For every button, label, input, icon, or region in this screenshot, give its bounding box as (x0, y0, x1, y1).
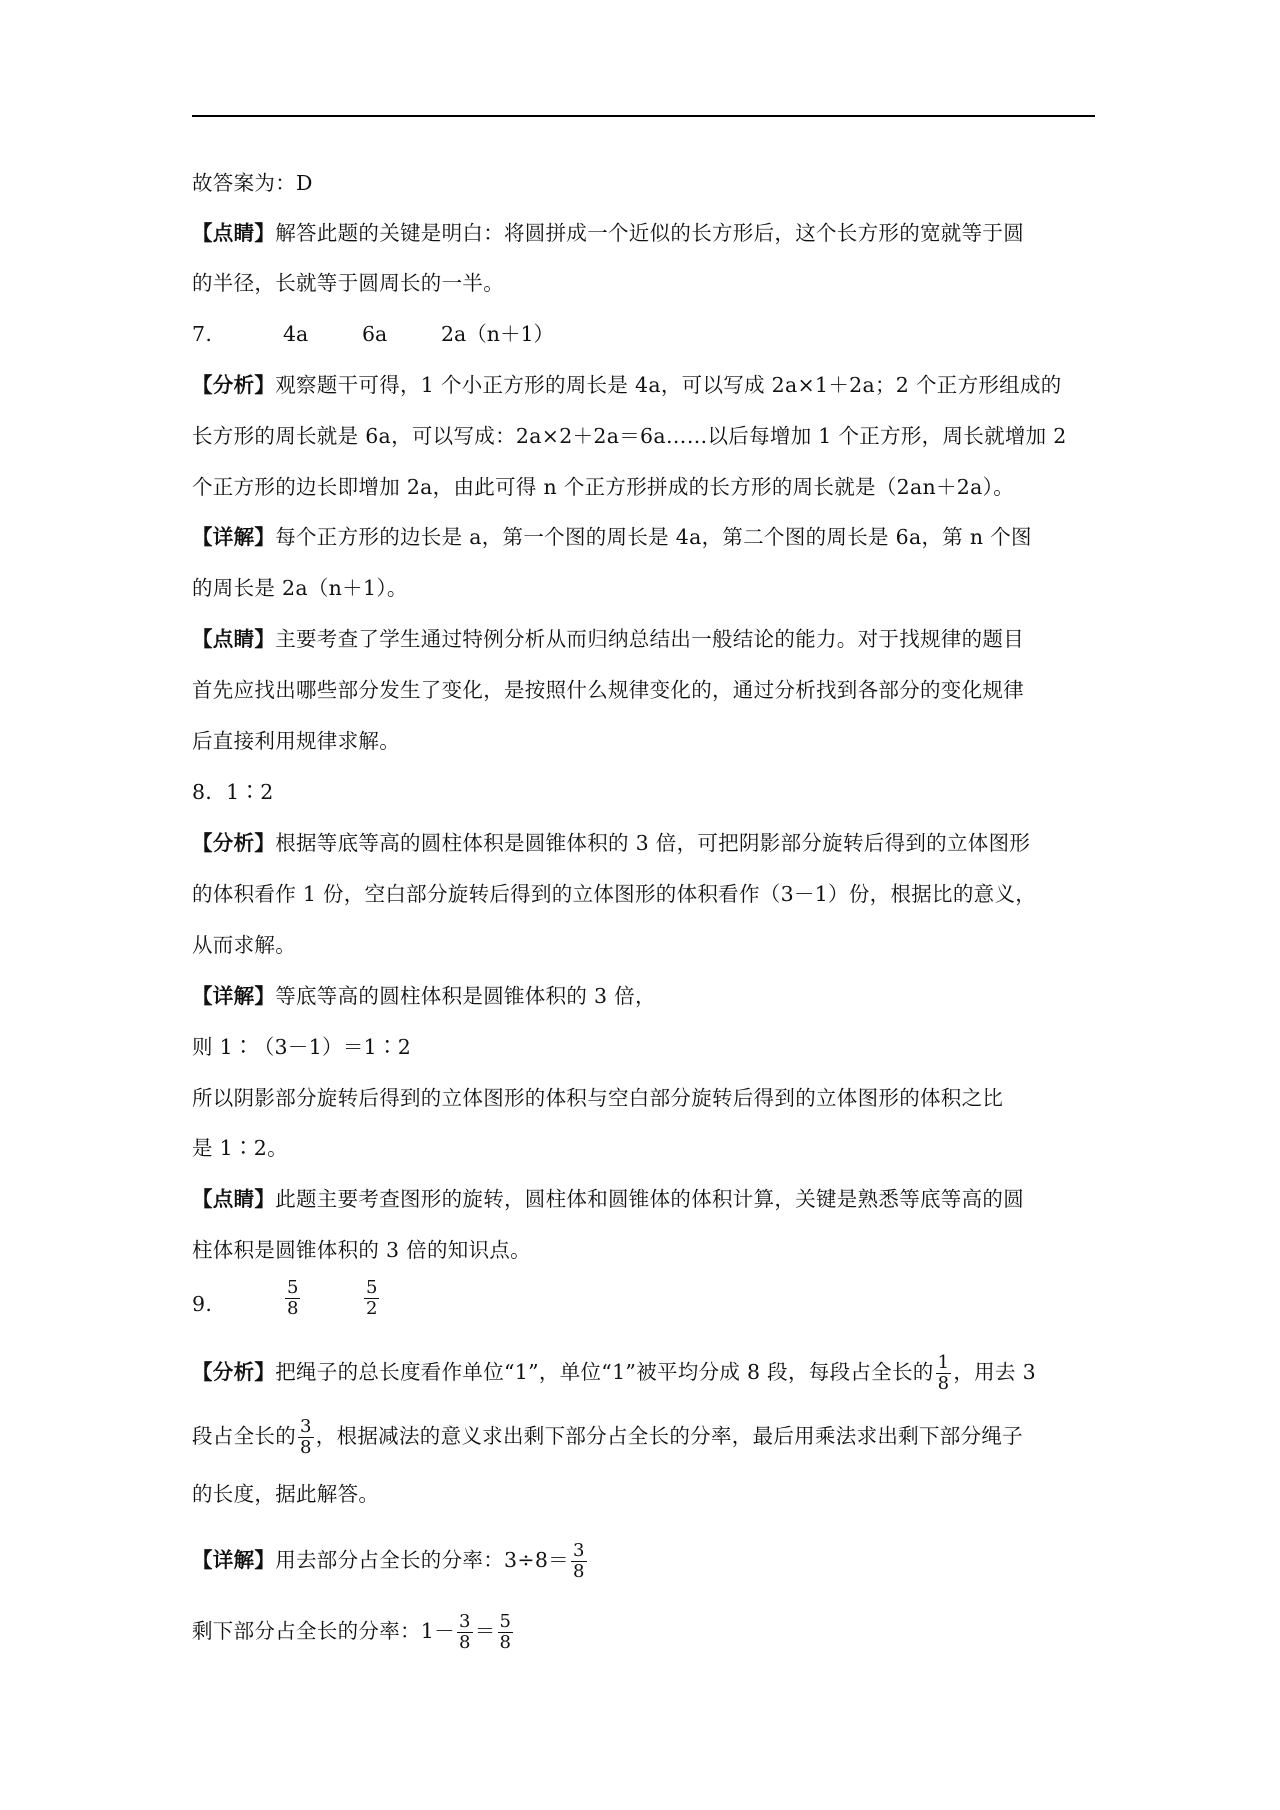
fraction (364, 1278, 379, 1319)
denominator: 8 (937, 1373, 950, 1394)
q8-xiangjie-line-3: 所以阴影部分旋转后得到的立体图形的体积与空白部分旋转后得到的立体图形的体积之比 (192, 1086, 1004, 1110)
q8-xiangjie-line-4: 是 1∶2。 (192, 1136, 288, 1160)
numerator: 3 (300, 1416, 312, 1437)
numerator: 3 (458, 1611, 471, 1632)
q7-xiangjie-line-1 (192, 524, 1032, 550)
text: 根据等底等高的圆柱体积是圆锥体积的 3 倍，可把阴影部分旋转后得到的立体图形 (275, 831, 1031, 855)
text: 主要考查了学生通过特例分析从而归纳总结出一般结论的能力。对于找规律的题目 (275, 627, 1025, 651)
q6-dianjing-line-2: 的半径，长就等于圆周长的一半。 (192, 271, 504, 295)
numerator: 5 (366, 1277, 378, 1298)
q7-xiangjie-line-2: 的周长是 2a（n＋1）。 (192, 576, 408, 600)
tag-xiangjie: 【详解】 (192, 984, 276, 1008)
tag-dianjing: 【点睛】 (192, 1187, 276, 1211)
q7-fenxi-line-1 (192, 372, 1062, 398)
q9-fenxi-line-1 (192, 1353, 1036, 1394)
equals-sign: ＝ (474, 1619, 496, 1643)
q9-xiangjie-line-1 (192, 1541, 589, 1582)
text: 每个正方形的边长是 a，第一个图的周长是 4a，第二个图的周长是 6a，第 n 个图 (275, 525, 1032, 549)
q7-fenxi-line-3: 个正方形的边长即增加 2a，由此可得 n 个正方形拼成的长方形的周长就是（2an＋2a）。 (192, 475, 1014, 499)
text: 解答此题的关键是明白：将圆拼成一个近似的长方形后，这个长方形的宽就等于圆 (275, 221, 1025, 245)
fraction (298, 1417, 314, 1458)
q8-fenxi-line-3: 从而求解。 (192, 933, 296, 957)
tag-fenxi: 【分析】 (192, 1360, 276, 1384)
numerator: 5 (287, 1277, 299, 1298)
q8-answer-row: 8．1∶2 (192, 780, 274, 804)
q9-fenxi-line-3: 的长度，据此解答。 (192, 1482, 380, 1506)
tag-dianjing: 【点睛】 (192, 627, 276, 651)
text: ，根据减法的意义求出剩下部分占全长的分率，最后用乘法求出剩下部分绳子 (315, 1424, 1023, 1448)
numerator: 5 (499, 1611, 512, 1632)
q8-fenxi-line-1 (192, 830, 1030, 856)
text: 观察题干可得，1 个小正方形的周长是 4a，可以写成 2a×1＋2a；2 个正方形组成的 (275, 373, 1062, 397)
text: 此题主要考查图形的旋转，圆柱体和圆锥体的体积计算，关键是熟悉等底等高的圆 (275, 1187, 1025, 1211)
q6-dianjing-line-1 (192, 220, 1024, 246)
q9-xiangjie-line-2 (192, 1612, 515, 1653)
fraction (285, 1278, 300, 1319)
tag-dianjing: 【点睛】 (192, 221, 276, 245)
q7-dianjing-line-3: 后直接利用规律求解。 (192, 729, 400, 753)
denominator: 8 (287, 1298, 299, 1319)
numerator: 1 (937, 1352, 950, 1373)
q9-fenxi-line-2 (192, 1417, 1023, 1458)
q9-answer-row: 9. (192, 1292, 213, 1316)
text: 剩下部分占全长的分率：1－ (192, 1619, 455, 1643)
denominator: 8 (499, 1632, 512, 1653)
q7-fenxi-line-2: 长方形的周长就是 6a，可以写成：2a×2＋2a＝6a……以后每增加 1 个正方形，周长就增加 2 (192, 424, 1067, 448)
q7-dianjing-line-2: 首先应找出哪些部分发生了变化，是按照什么规律变化的，通过分析找到各部分的变化规律 (192, 678, 1024, 702)
denominator: 8 (572, 1561, 585, 1582)
q8-dianjing-line-1 (192, 1186, 1024, 1212)
q8-xiangjie-line-1 (192, 983, 656, 1009)
numerator: 3 (572, 1540, 585, 1561)
q7-answer-3: 2a（n＋1） (441, 322, 555, 346)
q7-answer-row (192, 321, 212, 347)
text: 段占全长的 (192, 1424, 296, 1448)
fraction (571, 1541, 587, 1582)
answer-line-q6: 故答案为：D (192, 171, 313, 195)
text: ，用去 3 (953, 1360, 1036, 1384)
text: 等底等高的圆柱体积是圆锥体积的 3 倍， (275, 984, 656, 1008)
tag-xiangjie: 【详解】 (192, 525, 276, 549)
q9-answer-1 (283, 1278, 302, 1319)
question-number: 7. (192, 322, 213, 346)
q8-fenxi-line-2: 的体积看作 1 份，空白部分旋转后得到的立体图形的体积看作（3－1）份，根据比的意义， (192, 882, 1037, 906)
tag-xiangjie: 【详解】 (192, 1548, 276, 1572)
q8-dianjing-line-2: 柱体积是圆锥体积的 3 倍的知识点。 (192, 1238, 531, 1262)
q8-xiangjie-line-2: 则 1∶（3－1）＝1∶2 (192, 1035, 412, 1059)
tag-fenxi: 【分析】 (192, 373, 276, 397)
text: 把绳子的总长度看作单位“1”，单位“1”被平均分成 8 段，每段占全长的 (275, 1360, 934, 1384)
q9-answer-2 (362, 1278, 381, 1319)
q7-answer-1: 4a (283, 322, 309, 346)
text: 用去部分占全长的分率：3÷8＝ (275, 1548, 569, 1572)
header-rule (192, 115, 1095, 117)
fraction (498, 1612, 514, 1653)
denominator: 8 (458, 1632, 471, 1653)
denominator: 2 (366, 1298, 378, 1319)
tag-fenxi: 【分析】 (192, 831, 276, 855)
fraction (457, 1612, 473, 1653)
denominator: 8 (300, 1437, 312, 1458)
q7-answer-2: 6a (362, 322, 388, 346)
q7-dianjing-line-1 (192, 626, 1024, 652)
fraction (936, 1353, 952, 1394)
